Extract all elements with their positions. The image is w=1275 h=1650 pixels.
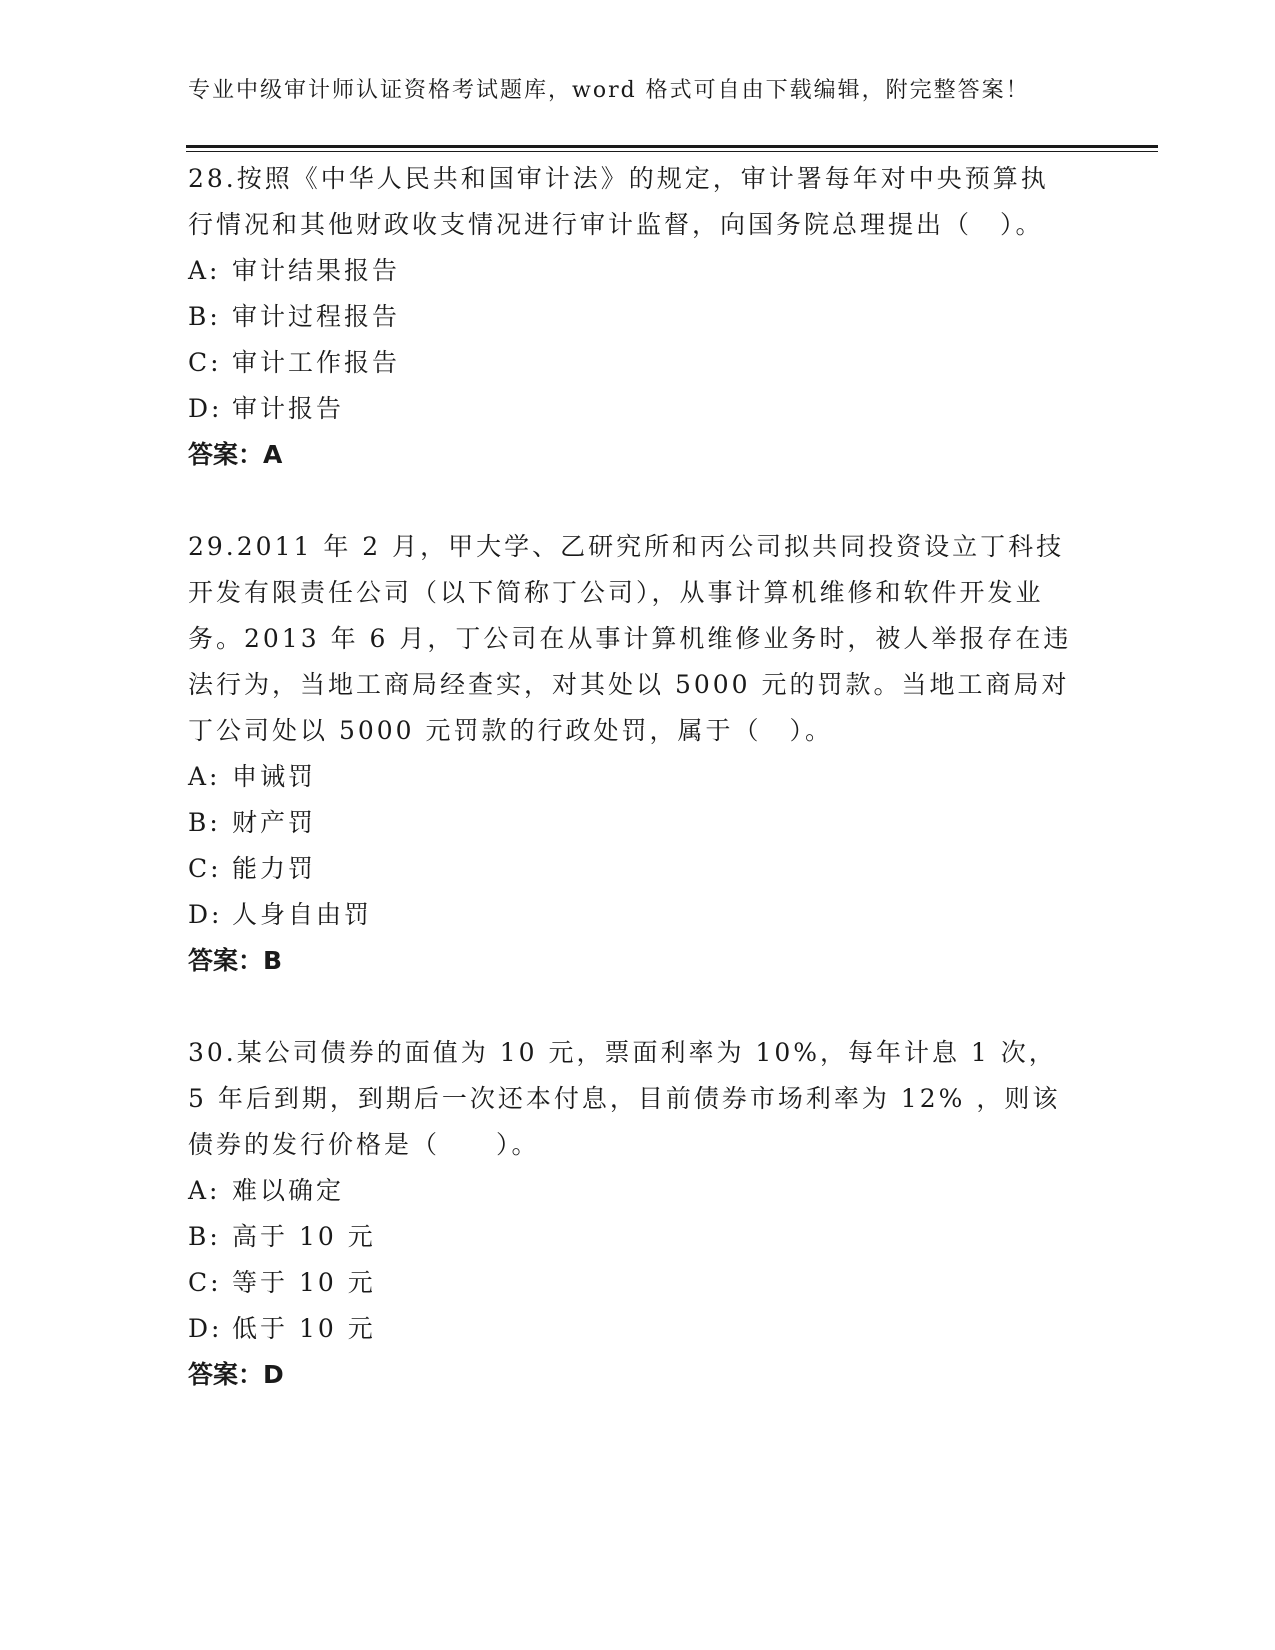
option-text: 能力罚 (232, 854, 317, 883)
option-d (188, 892, 1088, 938)
option-b (188, 1214, 1088, 1260)
option-a (188, 754, 1088, 800)
option-key: A: (188, 762, 221, 791)
question-30 (188, 1030, 1088, 1398)
option-d (188, 386, 1088, 432)
page-header: 专业中级审计师认证资格考试题库，word 格式可自由下载编辑，附完整答案！ (188, 78, 1030, 103)
option-key: B: (188, 1222, 221, 1251)
answer: 答案：A (188, 440, 283, 469)
option-c (188, 1260, 1088, 1306)
option-key: A: (188, 1176, 221, 1205)
option-key: D: (188, 900, 223, 929)
option-b (188, 800, 1088, 846)
option-text: 等于 10 元 (232, 1268, 376, 1297)
question-28 (188, 156, 1088, 478)
option-text: 财产罚 (232, 808, 317, 837)
question-stem: 29.2011 年 2 月，甲大学、乙研究所和丙公司拟共同投资设立丁科技开发有限责任公司（以下简称丁公司），从事计算机维修和软件开发业务。2013 年 6 月，丁公司在从事计算机维修业务时，被人举报存在违法行为，当地工商局经查实，对其处以 5000 元的罚款。当地工商局对丁公司处以 5000 元罚款的行政处罚，属于（ ）。 (188, 532, 1072, 745)
option-key: A: (188, 256, 221, 285)
question-stem: 30.某公司债券的面值为 10 元，票面利率为 10%，每年计息 1 次，5 年后到期，到期后一次还本付息，目前债券市场利率为 12% ，则该债券的发行价格是（ ）。 (188, 1038, 1061, 1159)
option-d (188, 1306, 1088, 1352)
option-key: D: (188, 1314, 223, 1343)
question-stem: 28.按照《中华人民共和国审计法》的规定，审计署每年对中央预算执行情况和其他财政收支情况进行审计监督，向国务院总理提出（ ）。 (188, 164, 1049, 239)
answer: 答案：D (188, 1360, 284, 1389)
option-key: C: (188, 348, 222, 377)
option-key: B: (188, 302, 221, 331)
question-list (188, 156, 1088, 1398)
option-key: C: (188, 854, 222, 883)
option-text: 申诫罚 (232, 762, 317, 791)
option-key: B: (188, 808, 221, 837)
option-key: C: (188, 1268, 222, 1297)
answer: 答案：B (188, 946, 283, 975)
option-text: 难以确定 (232, 1176, 345, 1205)
option-text: 低于 10 元 (232, 1314, 376, 1343)
option-b (188, 294, 1088, 340)
option-text: 审计结果报告 (232, 256, 401, 285)
option-c (188, 340, 1088, 386)
option-a (188, 248, 1088, 294)
option-text: 人身自由罚 (232, 900, 373, 929)
question-29 (188, 524, 1088, 984)
option-c (188, 846, 1088, 892)
option-key: D: (188, 394, 223, 423)
header-rule-thin (186, 151, 1158, 152)
option-text: 审计报告 (232, 394, 345, 423)
option-text: 审计工作报告 (232, 348, 401, 377)
header-rule-thick (186, 145, 1158, 148)
option-text: 高于 10 元 (232, 1222, 376, 1251)
option-text: 审计过程报告 (232, 302, 401, 331)
option-a (188, 1168, 1088, 1214)
